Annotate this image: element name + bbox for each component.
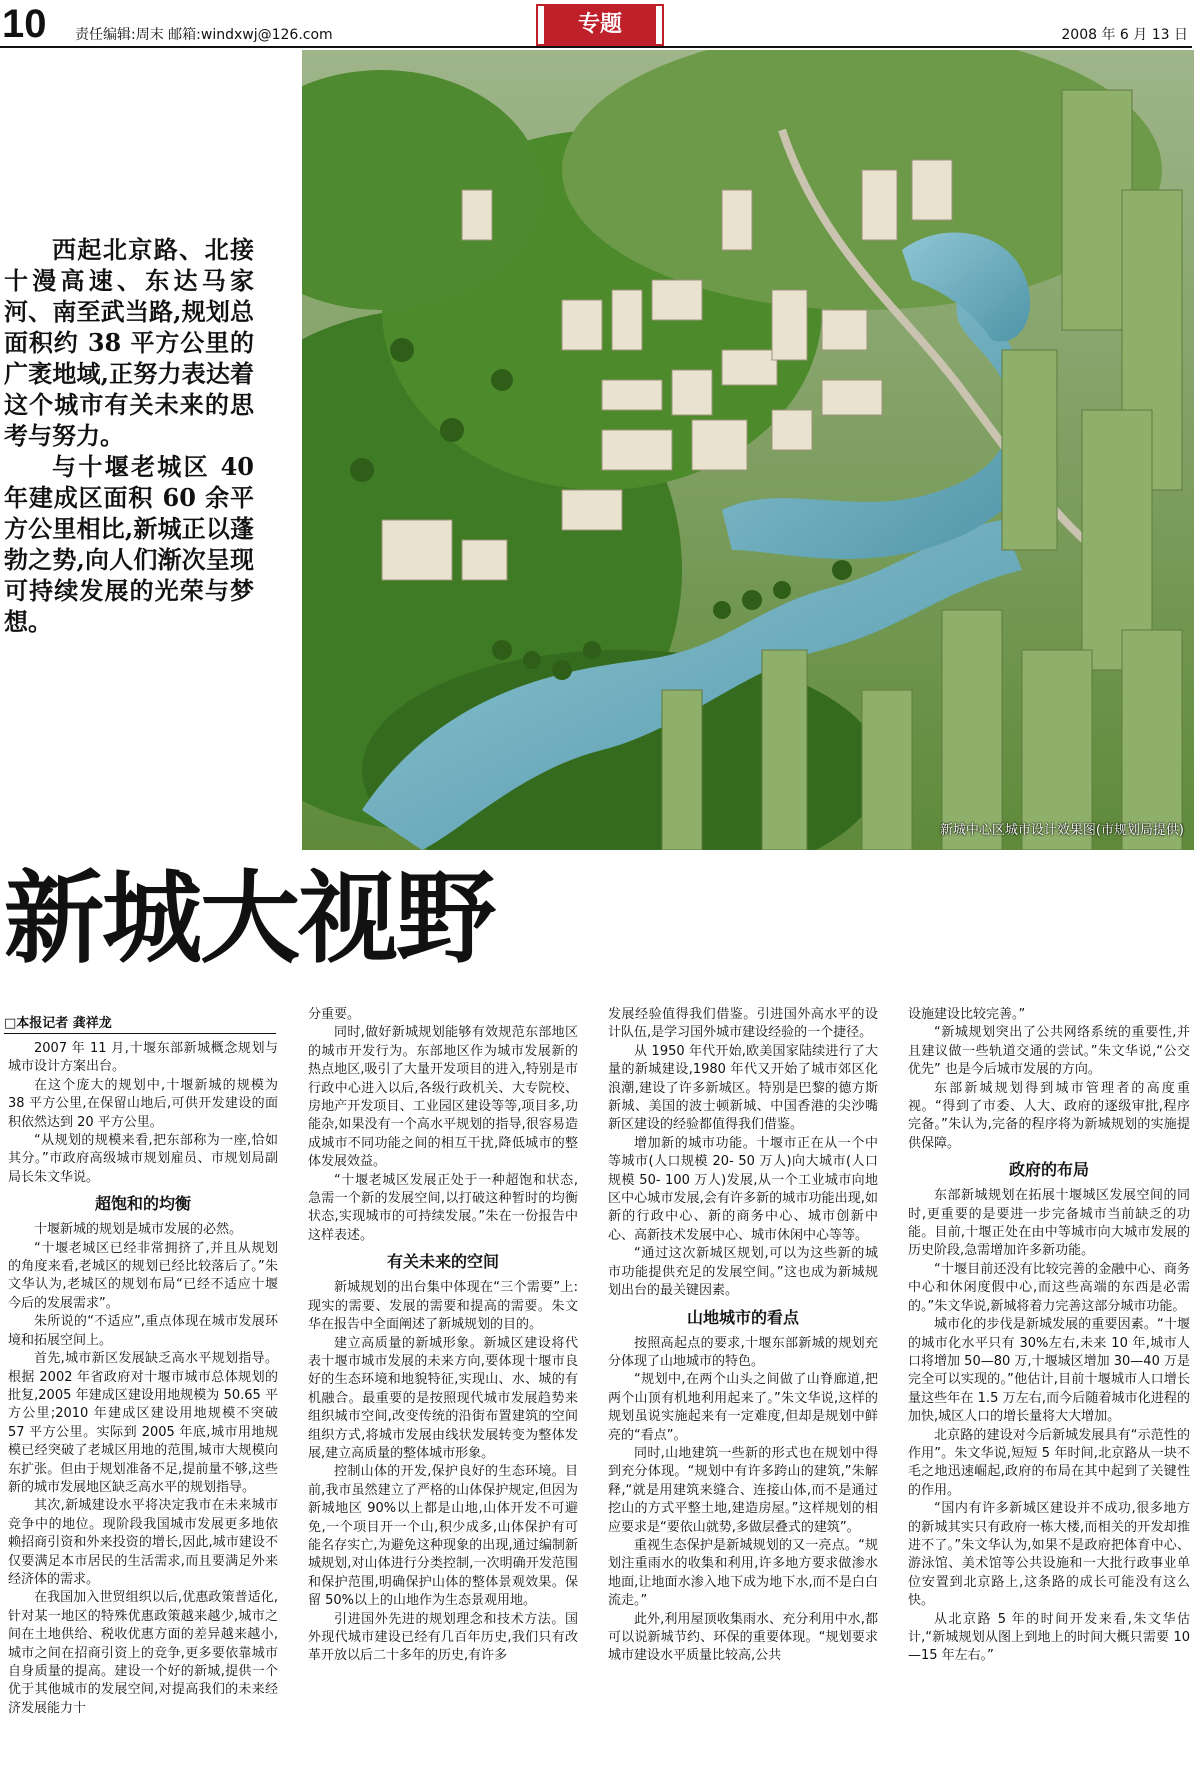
article-column-1: [8, 1040, 278, 1718]
article-paragraph: 同时,山地建筑一些新的形式也在规划中得到充分体现。“规划中有许多跨山的建筑,”朱解释,“就是用建筑来缝合、连接山体,而不是通过挖山的方式平整土地,建造房屋。”这样规划的相应要求是“要依山就势,多做层叠式的建筑”。: [608, 1445, 878, 1535]
article-paragraph: 从北京路 5 年的时间开发来看,朱文华估计,“新城规划从图上到地上的时间大概只需要 10—15 年左右。”: [908, 1611, 1190, 1664]
issue-date: 2008 年 6 月 13 日: [1061, 27, 1188, 43]
article-paragraph: 控制山体的开发,保护良好的生态环境。目前,我市虽然建立了严格的山体保护规定,但因为新城地区 90%以上都是山地,山体开发不可避免,一个项目开一个山,积少成多,山体保护有可能名存实亡,为避免这种现象的出现,通过编制新城规划,对山体进行分类控制,一次明确开发范围和保护范围,明确保护山体的整体景观效果。保留 50%以上的山地作为生态景观用地。: [308, 1464, 578, 1609]
article-paragraph: 新城规划的出台集中体现在“三个需要”上:现实的需要、发展的需要和提高的需要。朱文华在报告中全面阐述了新城规划的目的。: [308, 1280, 578, 1333]
article-column-4: [908, 1006, 1190, 1666]
article-paragraph: 首先,城市新区发展缺乏高水平规划指导。根据 2002 年省政府对十堰市城市总体规划的批复,2005 年建成区建设用地规模为 50.65 平方公里;2010 年建成区建设用地规模不突破 57 平方公里。实际到 2005 年底,城市用地规模已经突破了老城区用地的范围,城市大规模向东扩张。但由于规划准备不足,提前量不够,这些新的城市发展地区缺乏高水平的规划指导。: [8, 1351, 278, 1495]
article-paragraph: 分重要。: [308, 1007, 361, 1022]
article-column-3: [608, 1006, 878, 1666]
article-paragraph: “从规划的规模来看,把东部称为一座,恰如其分。”市政府高级城市规划雇员、市规划局副局长朱文华说。: [8, 1133, 278, 1185]
article-paragraph: 发展经验值得我们借鉴。引进国外高水平的设计队伍,是学习国外城市建设经验的一个捷径。: [608, 1007, 878, 1041]
page-number: 10: [2, 2, 47, 46]
article-paragraph: “十堰目前还没有比较完善的金融中心、商务中心和休闲度假中心,而这些高端的东西是必需的。”朱文华说,新城将着力完善这部分城市功能。: [908, 1261, 1190, 1314]
header-rule: [0, 46, 1192, 48]
article-paragraph: 此外,利用屋顶收集雨水、充分利用中水,都可以说新城节约、环保的重要体现。“规划要求城市建设水平质量比较高,公共: [608, 1611, 878, 1664]
photo-caption: 新城中心区城市设计效果图(市规划局提供): [939, 823, 1184, 838]
subhead: 山地城市的看点: [686, 1307, 799, 1327]
article-paragraph: 东部新城规划在拓展十堰城区发展空间的同时,更重要的是要进一步完备城市当前缺乏的功能。目前,十堰正处在由中等城市向大城市发展的历史阶段,急需增加许多新功能。: [908, 1188, 1190, 1259]
article-paragraph: 其次,新城建设水平将决定我市在未来城市竞争中的地位。现阶段我国城市发展更多地依赖招商引资和外来投资的增长,因此,城市建设不仅要满足本市居民的生活需求,而且要满足外来经济体的需求。: [8, 1498, 278, 1587]
subhead: 有关未来的空间: [386, 1252, 499, 1272]
article-paragraph: 朱所说的“不适应”,重点体现在城市发展环境和拓展空间上。: [8, 1314, 278, 1348]
article-paragraph: 引进国外先进的规划理念和技术方法。国外现代城市建设已经有几百年历史,我们只有改革开放以后二十多年的历史,有许多: [308, 1611, 578, 1664]
article-paragraph: “国内有许多新城区建设并不成功,很多地方的新城其实只有政府一栋大楼,而相关的开发却推进不了。”朱文华认为,如果不是政府把体育中心、游泳馆、美术馆等公共设施和一大批行政事业单位安置到北京路上,这条路的成长可能没有这么快。: [908, 1501, 1190, 1609]
editor-contact: 责任编辑:周末 邮箱:windxwj@126.com: [75, 27, 333, 43]
article-paragraph: 增加新的城市功能。十堰市正在从一个中等城市(人口规模 20- 50 万人)向大城市(人口规模 50- 100 万人)发展,从一个工业城市向地区中心城市发展,会有许多新的城市功能出现,如新的行政中心、新的商务中心、城市创新中心、高新技术发展中心、城市休闲中心等等。: [608, 1135, 878, 1243]
lead-paragraph: 与十堰老城区 40 年建成区面积 60 余平方公里相比,新城正以蓬勃之势,向人们渐次呈现可持续发展的光荣与梦想。: [4, 452, 254, 636]
article-paragraph: 同时,做好新城规划能够有效规范东部地区的城市开发行为。东部地区作为城市发展新的热点地区,吸引了大量开发项目的进入,特别是市行政中心进入以后,各级行政机关、大专院校、房地产开发项目、工业园区建设等等,项目多,功能杂,如果没有一个高水平规划的指导,很容易造成城市不同功能之间的相互干扰,降低城市的整体发展效益。: [308, 1025, 578, 1170]
article-column-2: [308, 1006, 578, 1666]
article-paragraph: 建立高质量的新城形象。新城区建设将代表十堰市城市发展的未来方向,要体现十堰市良好的生态环境和地貌特征,实现山、水、城的有机融合。最重要的是按照现代城市发展趋势来组织城市空间,改变传统的沿街布置建筑的空间组织方式,将城市发展由线状发展转变为整体发展,建立高质量的整体城市形象。: [308, 1335, 578, 1461]
article-paragraph: 从 1950 年代开始,欧美国家陆续进行了大量的新城建设,1980 年代又开始了城市郊区化浪潮,建设了许多新城区。特别是巴黎的德方斯新城、美国的波士顿新城、中国香港的尖沙嘴新区建设的经验都值得我们借鉴。: [608, 1043, 878, 1133]
section-tag: 专题: [538, 6, 662, 44]
article-paragraph: “十堰老城区发展正处于一种超饱和状态,急需一个新的发展空间,以打破这种暂时的均衡状态,实现城市的可持续发展。”朱在一份报告中这样表述。: [308, 1172, 578, 1243]
article-paragraph: “通过这次新城区规划,可以为这些新的城市功能提供充足的发展空间。”这也成为新城规划出台的最关键因素。: [608, 1246, 878, 1299]
article-paragraph: 设施建设比较完善。”: [908, 1007, 1026, 1022]
article-paragraph: 十堰新城的规划是城市发展的必然。: [34, 1222, 243, 1238]
subhead: 政府的布局: [1008, 1160, 1089, 1180]
article-paragraph: 在这个庞大的规划中,十堰新城的规模为 38 平方公里,在保留山地后,可供开发建设的面积依然达到 20 平方公里。: [8, 1077, 278, 1130]
lead-text: [4, 234, 254, 637]
article-paragraph: 北京路的建设对今后新城发展具有“示范性的作用”。朱文华说,短短 5 年时间,北京路从一块不毛之地迅速崛起,政府的布局在其中起到了关键性的作用。: [908, 1427, 1190, 1498]
article-paragraph: “规划中,在两个山头之间做了山脊廊道,把两个山顶有机地利用起来了。”朱文华说,这样的规划虽说实施起来有一定难度,但却是规划中鲜亮的“看点”。: [608, 1372, 878, 1443]
article-paragraph: 重视生态保护是新城规划的又一亮点。“规划注重雨水的收集和利用,许多地方要求做渗水地面,让地面水渗入地下成为地下水,而不是白白流走。”: [608, 1537, 878, 1609]
article-paragraph: 2007 年 11 月,十堰东部新城概念规划与城市设计方案出台。: [8, 1041, 278, 1075]
article-paragraph: 按照高起点的要求,十堰东部新城的规划充分体现了山地城市的特色。: [608, 1335, 878, 1369]
byline: □本报记者 龚祥龙: [4, 1012, 276, 1034]
article-paragraph: 东部新城规划得到城市管理者的高度重视。“得到了市委、人大、政府的逐级审批,程序完备。”朱认为,完备的程序将为新城规划的实施提供保障。: [908, 1080, 1190, 1151]
article-paragraph: “新城规划突出了公共网络系统的重要性,并且建议做一些轨道交通的尝试。”朱文华说,“公交优先” 也是今后城市发展的方向。: [908, 1025, 1190, 1078]
city-rendering-image: [302, 50, 1194, 850]
page-headline: 新城大视野: [4, 859, 494, 977]
subhead: 超饱和的均衡: [94, 1194, 191, 1214]
article-paragraph: 在我国加入世贸组织以后,优惠政策普适化,针对某一地区的特殊优惠政策越来越少,城市之间在土地供给、税收优惠方面的差异越来越小,城市之间在招商引资上的竞争,更多要依靠城市自身质量的提高。建设一个好的新城,提供一个优于其他城市的发展空间,对提高我们的未来经济发展能力十: [8, 1590, 278, 1716]
article-paragraph: “十堰老城区已经非常拥挤了,并且从规划的角度来看,老城区的规划已经比较落后了。”朱文华认为,老城区的规划布局“已经不适应十堰今后的发展需求”。: [8, 1240, 278, 1311]
lead-paragraph: 西起北京路、北接十漫高速、东达马家河、南至武当路,规划总面积约 38 平方公里的广袤地域,正努力表达着这个城市有关未来的思考与努力。: [4, 235, 254, 450]
article-paragraph: 城市化的步伐是新城发展的重要因素。“十堰的城市化水平只有 30%左右,未来 10 年,城市人口将增加 50—80 万,十堰城区增加 30—40 万是完全可以实现的。”他估计,目前十堰城市人口增长量这些年在 1.5 万左右,而今后随着城市化进程的加快,城区人口的增长量将大大增加。: [908, 1317, 1190, 1425]
